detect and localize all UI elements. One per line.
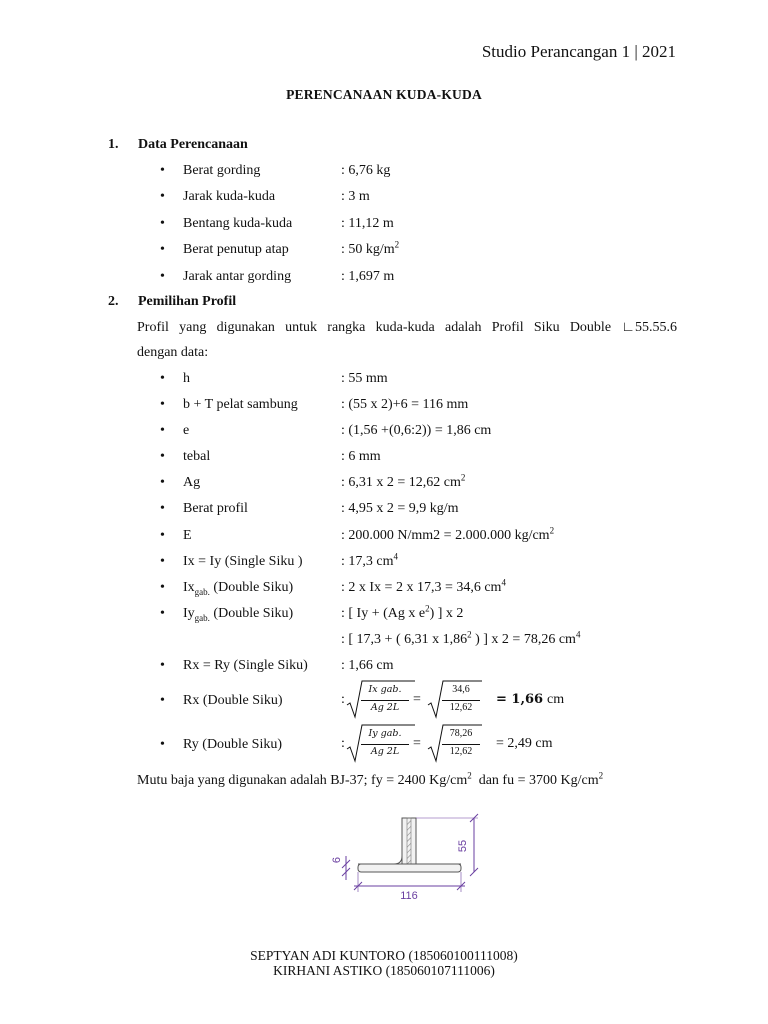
fraction-bar <box>361 744 409 745</box>
t-profile-figure <box>318 800 498 910</box>
item-label: Ix = Iy (Single Siku ) <box>183 554 303 569</box>
bullet-icon: • <box>160 371 165 386</box>
bullet-icon: • <box>160 554 165 569</box>
item-value: : (55 x 2)+6 = 116 mm <box>341 397 469 412</box>
bullet-icon: • <box>160 163 165 178</box>
item-value: : 1,66 cm <box>341 658 394 673</box>
section-2-heading <box>108 294 236 310</box>
item-value: : 11,12 m <box>341 216 394 231</box>
item-label: E <box>183 528 192 543</box>
item-value: : 4,95 x 2 = 9,9 kg/m <box>341 501 459 516</box>
item-label: tebal <box>183 449 211 464</box>
formula-result: = 1,66 <box>496 692 544 707</box>
rx-formula: : Ix gab. Ag 2L = 34,6 12,62 = 1,66 cm <box>341 679 601 719</box>
formula-denominator: 12,62 <box>449 702 473 713</box>
fraction-bar <box>361 700 409 701</box>
bullet-icon: • <box>160 449 165 464</box>
section-number: 2. <box>108 294 119 309</box>
bullet-icon: • <box>160 501 165 516</box>
header-studio: Studio Perancangan 1 | 2021 <box>481 42 676 61</box>
fraction-bar <box>442 744 480 745</box>
section-title: Data Perencanaan <box>138 137 248 152</box>
bullet-icon: • <box>160 693 165 708</box>
item-label: $Iy_{gab.}$ (Double Siku) <box>183 606 294 623</box>
mutu-baja-text: Mutu baja yang digunakan adalah BJ-37; fy = 2400 $Kg/cm^2$ dan fu = 3700 $Kg/cm^2$ <box>137 770 604 788</box>
formula-denominator: Ag 2L <box>370 746 400 757</box>
formula-result: = 2,49 cm <box>496 736 553 751</box>
item-label: Rx (Double Siku) <box>183 693 283 708</box>
dim-thick-label: 6 <box>331 856 343 864</box>
formula-denominator: 12,62 <box>449 746 473 757</box>
item-label: h <box>183 371 190 386</box>
formula-numerator: 78,26 <box>449 728 473 739</box>
item-label: Ag <box>183 475 201 490</box>
profile-flange <box>358 864 461 872</box>
item-label: Berat profil <box>183 501 248 516</box>
item-value: : 17,3 $cm^4$ <box>341 551 398 569</box>
dim-width-label: 116 <box>400 890 418 902</box>
intro-paragraph: Profil yang digunakan untuk rangka kuda-kuda adalah Profil Siku Double ∟55.55.6 <box>137 320 677 335</box>
item-value: : 6 mm <box>341 449 381 464</box>
formula-numerator: Ix gab. <box>368 684 402 695</box>
item-label: e <box>183 423 190 438</box>
item-value: : 3 m <box>341 189 370 204</box>
item-value: : 50 $kg/m^2$ <box>341 239 400 257</box>
intro-paragraph-cont: dengan data: <box>137 345 209 360</box>
bullet-icon: • <box>160 580 165 595</box>
section-1-heading <box>108 137 248 153</box>
dim-height-label: 55 <box>457 839 469 853</box>
item-label: Bentang kuda-kuda <box>183 216 293 231</box>
gusset-plate <box>407 818 411 864</box>
item-label: b + T pelat sambung <box>183 397 298 412</box>
bullet-icon: • <box>160 658 165 673</box>
bullet-icon: • <box>160 397 165 412</box>
bullet-icon: • <box>160 606 165 621</box>
item-label: Jarak kuda-kuda <box>183 189 276 204</box>
item-label: Berat gording <box>183 163 261 178</box>
bullet-icon: • <box>160 189 165 204</box>
section-number: 1. <box>108 137 119 152</box>
item-value: : 2 x Ix = 2 x 17,3 = 34,6 $cm^4$ <box>341 577 506 595</box>
item-value: : 6,76 kg <box>341 163 391 178</box>
formula-numerator: 34,6 <box>452 684 470 695</box>
ry-formula: : Iy gab. Ag 2L = 78,26 12,62 = 2,49 cm <box>341 723 601 763</box>
bullet-icon: • <box>160 242 165 257</box>
formula-numerator: Iy gab. <box>368 728 402 739</box>
page-title: PERENCANAAN KUDA-KUDA <box>286 87 482 102</box>
formula-unit: cm <box>547 692 565 707</box>
item-label: Berat penutup atap <box>183 242 289 257</box>
item-value: : 200.000 N/mm2 = 2.000.000 $kg/cm^2$ <box>341 525 555 543</box>
item-value: : [ 17,3 + ( 6,31 x 1,86$^2$ ) ] x 2 = 78,26 $cm^4$ <box>341 629 581 647</box>
item-label: $Ix_{gab.}$ (Double Siku) <box>183 580 294 597</box>
fraction-bar <box>442 700 480 701</box>
footer-author-1: SEPTYAN ADI KUNTORO (185060100111008) <box>250 948 518 963</box>
bullet-icon: • <box>160 269 165 284</box>
item-value: : 55 mm <box>341 371 388 386</box>
item-value: : (1,56 +(0,6:2)) = 1,86 cm <box>341 423 492 438</box>
bullet-icon: • <box>160 737 165 752</box>
bullet-icon: • <box>160 423 165 438</box>
formula-denominator: Ag 2L <box>370 702 400 713</box>
item-label: Ry (Double Siku) <box>183 737 282 752</box>
item-value: : 1,697 m <box>341 269 395 284</box>
bullet-icon: • <box>160 528 165 543</box>
section-title: Pemilihan Profil <box>138 294 237 309</box>
item-label: Rx = Ry (Single Siku) <box>183 658 308 673</box>
item-value: : [ Iy + (Ag x $e^2$) ] x 2 <box>341 603 464 621</box>
bullet-icon: • <box>160 475 165 490</box>
footer-author-2: KIRHANI ASTIKO (185060107111006) <box>273 963 495 978</box>
bullet-icon: • <box>160 216 165 231</box>
item-label: Jarak antar gording <box>183 269 292 284</box>
item-value: : 6,31 x 2 = 12,62 $cm^2$ <box>341 472 466 490</box>
